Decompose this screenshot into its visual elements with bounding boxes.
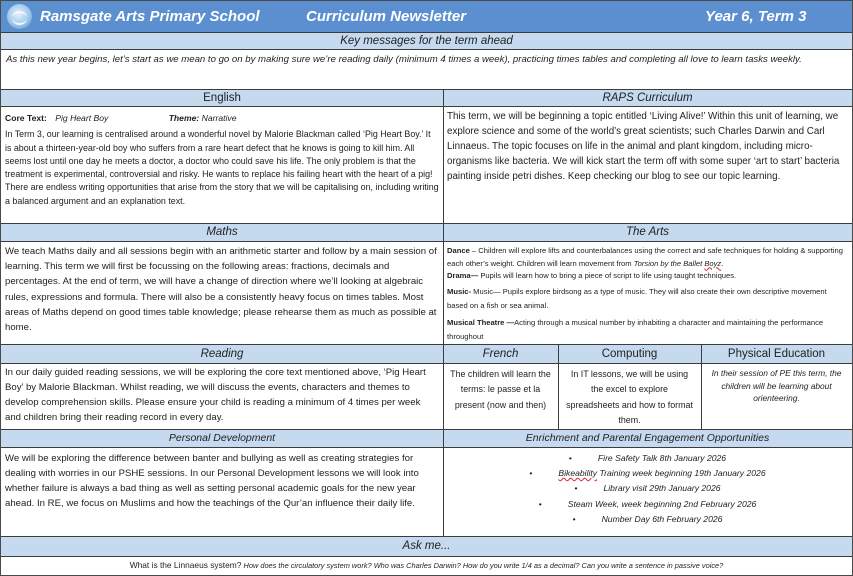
theme-label: Theme: <box>168 113 200 123</box>
event-item <box>447 466 848 481</box>
english-heading: English <box>1 89 443 107</box>
arts-item-text: Music— Pupils explore birdsong as a type of music. They will also create their own descriptive movement based on a fish or sea animal. <box>447 286 827 310</box>
raps-text: This term, we will be beginning a topic entitled ‘Living Alive!’ Within this unit of learning, we explore science and some of the world’s great scientists; such Charles Darwin and Carl Linnaeus. The topic focuses on life in the animal and plant kingdom, including micro-organisms like bacteria. We will kick start the term off with some super ‘art to start’ bacteria painting inside petri dishes. Keep checking our blog to see our topic learning. <box>447 111 840 182</box>
ask-me-questions <box>1 557 852 575</box>
core-text-label: Core Text: <box>5 113 47 123</box>
theme-value: Narrative <box>201 113 237 123</box>
arts-item-label: Musical Theatre — <box>447 317 515 327</box>
event-text: Steam Week, week beginning 2nd February 2026 <box>567 498 757 509</box>
english-core-text-row <box>5 112 439 125</box>
raps-heading: RAPS Curriculum <box>443 89 852 107</box>
enrichment-events-list <box>447 451 848 527</box>
arts-item-text: Pupils will learn how to bring a piece of script to life using taught techniques. <box>478 271 737 280</box>
reading-heading: Reading <box>1 344 443 364</box>
french-heading: French <box>443 344 558 364</box>
event-text: Fire Safety Talk 8th January 2026 <box>597 453 727 463</box>
column-divider <box>701 344 702 429</box>
spelling-flag: Bikeability <box>558 468 598 479</box>
spelling-flag: Boyz <box>704 258 722 268</box>
arts-item-label: Dance <box>447 246 470 255</box>
core-text-value: Pig Heart Boy <box>55 113 109 123</box>
maths-text: We teach Maths daily and all sessions begin with an arithmetic starter and follow by a main session of learning. This term we will first be focussing on the following areas: fractions, decimals and percentages. At the end of term, we will have a change of direction where we’ll looking at algebraic rules, expressions and formula. There will also be a consistently heavy focus on times tables. Most areas of Maths depend on good times table knowledge; please rehearse them as much as possible at home. <box>5 246 437 334</box>
term-label: Year 6, Term 3 <box>705 8 807 25</box>
column-divider <box>558 344 559 429</box>
column-divider <box>443 89 444 536</box>
arts-item-text: – Children will explore lifts and counterbalances using the correct and safe techniques for holding & supporting each other’s weight. Children will learn movement from <box>447 246 843 268</box>
other-questions: How does the circulatory system work? Who was Charles Darwin? How do you write 1/4 as a decimal? Can you write a sentence in passive voice? <box>241 561 724 570</box>
arts-item-dance <box>447 245 848 270</box>
arts-section <box>443 242 852 344</box>
english-text: In Term 3, our learning is centralised around a wonderful novel by Malorie Blackman called ‘Pig Heart Boy.’ It is about a thirteen-year-old boy who suffers from a rare heart defect that he knows is going to kill him. All seems lost until one day he meets a doctor, a doctor who could save his life. The only problem is that the treatment is experimental, controversial and risky. He wants to replace his failing heart with the heart of a pig! There are endless writing opportunities that arise from the story that we will be capitalising on, including writing a balanced argument and an explanation text. <box>5 129 439 206</box>
event-text: Number Day 6th February 2026 <box>601 513 723 524</box>
event-item <box>447 512 848 527</box>
school-logo-icon <box>7 4 32 29</box>
enrichment-heading: Enrichment and Parental Engagement Opportunities <box>443 429 852 448</box>
enrichment-section <box>443 448 852 535</box>
newsletter-title: Curriculum Newsletter <box>306 8 467 25</box>
arts-item-italic: Torsion by the Ballet <box>633 258 705 268</box>
key-messages-heading: Key messages for the term ahead <box>1 32 852 50</box>
event-item <box>447 497 848 512</box>
ask-me-heading: Ask me... <box>1 536 852 557</box>
school-name: Ramsgate Arts Primary School <box>40 8 260 25</box>
arts-item-label: Music- <box>447 286 472 296</box>
arts-item-text: Acting through a musical number by inhabiting a character and maintaining the performance throughout <box>447 317 824 341</box>
arts-item-label: Drama— <box>447 271 479 280</box>
arts-item-end: . <box>721 258 724 268</box>
personal-development-text: We will be exploring the difference between banter and bullying as well as creating strategies for dealing with worries in our PSHE sessions. In our Personal Development lessons we will look into whether failure is always a bad thing as well as setting personal academic goals for the new year ahead. In RE, we focus on Muslims and how the teachings of the Qur’an influence their daily life. <box>5 453 419 509</box>
arts-item-drama <box>447 270 848 283</box>
first-question: What is the Linnaeus system? <box>129 560 242 570</box>
computing-text: In IT lessons, we will be using the excel to explore spreadsheets and how to format them. <box>566 369 693 426</box>
maths-heading: Maths <box>1 223 443 242</box>
computing-heading: Computing <box>558 344 701 364</box>
pe-text: In their session of PE this term, the children will be learning about orienteering. <box>711 368 842 403</box>
reading-text: In our daily guided reading sessions, we will be exploring the core text mentioned above, ‘Pig Heart Boy’ by Malorie Blackman. Whilst reading, we will discuss the events, characters and themes to develop comprehension skills. Please ensure your child is reading a minimum of 4 times per week and children bring their reading record in every day. <box>5 367 426 423</box>
french-text: The children will learn the terms: le passe et la present (now and then) <box>450 369 551 410</box>
arts-heading: The Arts <box>443 223 852 242</box>
english-section <box>1 107 443 223</box>
event-item <box>447 481 848 496</box>
event-text: Training week beginning 19th January 2026 <box>597 468 766 479</box>
header-banner <box>1 1 852 33</box>
key-messages-text: As this new year begins, let’s start as we mean to go on by making sure we’re reading daily (minimum 4 times a week), practicing times tables and completing all love to learn tasks weekly. <box>6 54 802 65</box>
event-item <box>447 451 848 466</box>
arts-item-musical-theatre <box>447 316 848 344</box>
event-text: Library visit 29th January 2026 <box>603 483 721 494</box>
arts-item-music <box>447 285 848 313</box>
personal-development-heading: Personal Development <box>1 429 443 448</box>
pe-heading: Physical Education <box>701 344 852 364</box>
